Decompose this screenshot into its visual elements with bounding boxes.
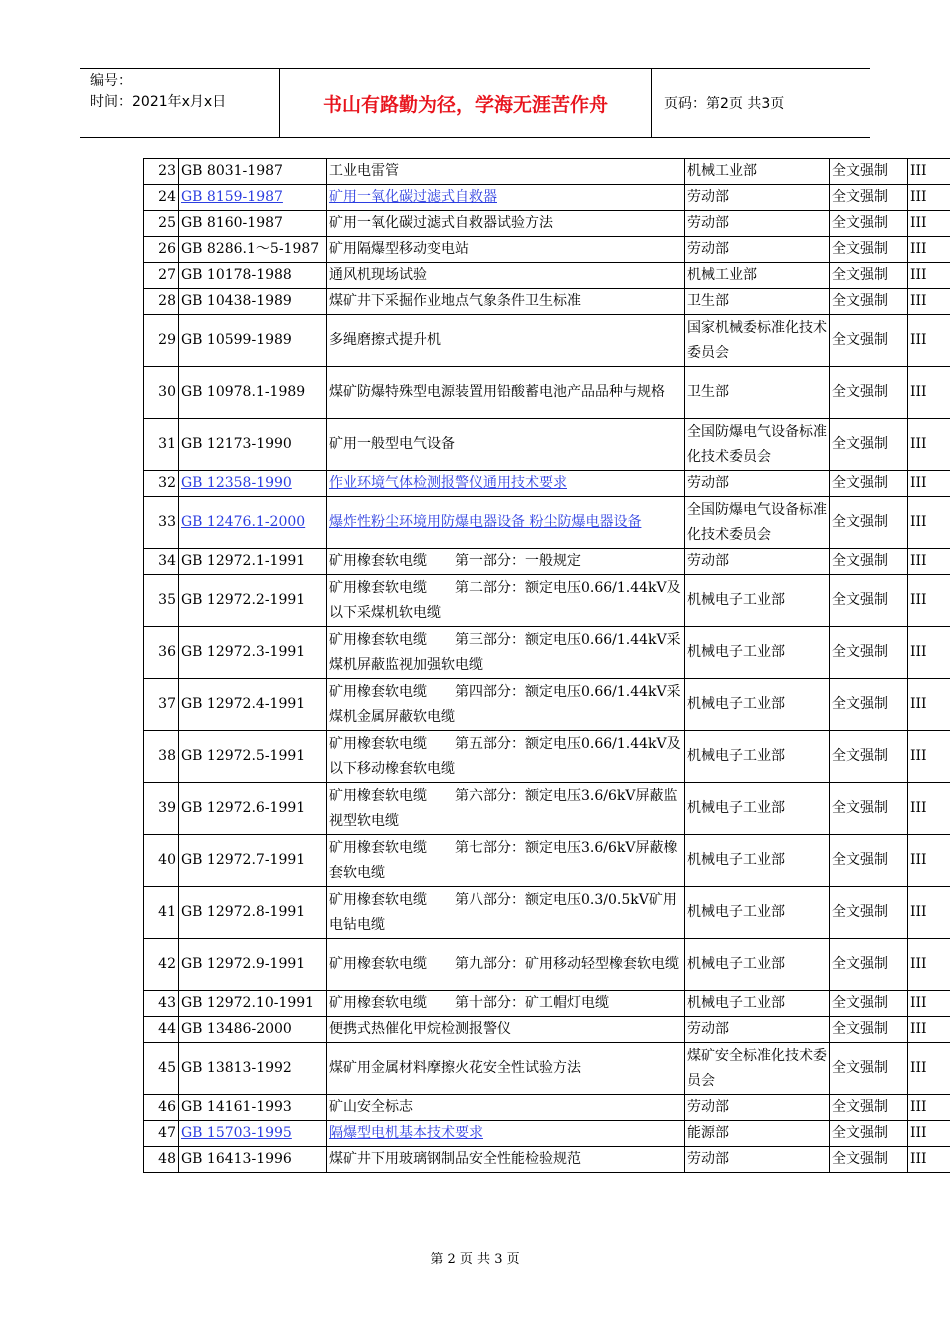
- standard-name-link[interactable]: 矿用一氧化碳过滤式自救器: [329, 189, 497, 205]
- table-row: [144, 315, 950, 367]
- standard-level: III: [908, 783, 950, 835]
- row-number: 37: [144, 679, 179, 731]
- table-row: [144, 497, 950, 549]
- table-row: [144, 731, 950, 783]
- standard-name: 矿用一氧化碳过滤式自救器试验方法: [327, 211, 685, 237]
- header-page-number: 页码：第2页 共3页: [664, 96, 785, 112]
- row-number: 38: [144, 731, 179, 783]
- enforcement-type: 全文强制: [830, 939, 908, 991]
- standard-name: 煤矿井下用玻璃钢制品安全性能检验规范: [327, 1147, 685, 1173]
- row-number: 27: [144, 263, 179, 289]
- standard-name: 矿用橡套软电缆 第六部分：额定电压3.6/6kV屏蔽监视型软电缆: [327, 783, 685, 835]
- standard-name: [327, 471, 685, 497]
- standard-code: GB 8031-1987: [179, 159, 327, 185]
- standard-name-link[interactable]: 爆炸性粉尘环境用防爆电器设备 粉尘防爆电器设备: [329, 514, 642, 530]
- standard-name: 矿用橡套软电缆 第五部分：额定电压0.66/1.44kV及以下移动橡套软电缆: [327, 731, 685, 783]
- enforcement-type: 全文强制: [830, 419, 908, 471]
- table-row: [144, 627, 950, 679]
- enforcement-type: 全文强制: [830, 367, 908, 419]
- standard-level: III: [908, 471, 950, 497]
- standards-table-body: [144, 159, 950, 1173]
- row-number: 28: [144, 289, 179, 315]
- row-number: 30: [144, 367, 179, 419]
- row-number: 39: [144, 783, 179, 835]
- issuing-department: 机械电子工业部: [685, 679, 830, 731]
- standard-level: III: [908, 575, 950, 627]
- enforcement-type: 全文强制: [830, 1017, 908, 1043]
- issuing-department: 机械工业部: [685, 159, 830, 185]
- standard-name: [327, 497, 685, 549]
- standard-name: 煤矿防爆特殊型电源装置用铅酸蓄电池产品品种与规格: [327, 367, 685, 419]
- standard-code: GB 12972.4-1991: [179, 679, 327, 731]
- standard-name: [327, 1121, 685, 1147]
- table-row: [144, 1043, 950, 1095]
- standard-level: III: [908, 939, 950, 991]
- standard-code: GB 12972.3-1991: [179, 627, 327, 679]
- standard-name: 矿用隔爆型移动变电站: [327, 237, 685, 263]
- row-number: 31: [144, 419, 179, 471]
- standard-level: III: [908, 731, 950, 783]
- standard-name: 矿用橡套软电缆 第一部分：一般规定: [327, 549, 685, 575]
- row-number: 26: [144, 237, 179, 263]
- issuing-department: 劳动部: [685, 185, 830, 211]
- standard-code: GB 8160-1987: [179, 211, 327, 237]
- standard-code-link[interactable]: GB 12476.1-2000: [181, 514, 306, 530]
- header-slogan: 书山有路勤为径，学海无涯苦作舟: [280, 69, 652, 137]
- standard-code-link[interactable]: GB 15703-1995: [181, 1125, 292, 1141]
- issuing-department: 机械电子工业部: [685, 783, 830, 835]
- enforcement-type: 全文强制: [830, 991, 908, 1017]
- enforcement-type: 全文强制: [830, 835, 908, 887]
- standard-name: 矿用橡套软电缆 第九部分：矿用移动轻型橡套软电缆: [327, 939, 685, 991]
- table-row: [144, 991, 950, 1017]
- standard-level: III: [908, 991, 950, 1017]
- standard-code: GB 12972.10-1991: [179, 991, 327, 1017]
- table-row: [144, 237, 950, 263]
- standard-code: GB 16413-1996: [179, 1147, 327, 1173]
- row-number: 46: [144, 1095, 179, 1121]
- table-row: [144, 367, 950, 419]
- standard-name: 矿用橡套软电缆 第二部分：额定电压0.66/1.44kV及以下采煤机软电缆: [327, 575, 685, 627]
- issuing-department: 全国防爆电气设备标准化技术委员会: [685, 497, 830, 549]
- enforcement-type: 全文强制: [830, 1121, 908, 1147]
- standard-name: 矿用橡套软电缆 第三部分：额定电压0.66/1.44kV采煤机屏蔽监视加强软电缆: [327, 627, 685, 679]
- standard-name: 煤矿用金属材料摩擦火花安全性试验方法: [327, 1043, 685, 1095]
- issuing-department: 机械电子工业部: [685, 627, 830, 679]
- enforcement-type: 全文强制: [830, 263, 908, 289]
- enforcement-type: 全文强制: [830, 731, 908, 783]
- table-row: [144, 887, 950, 939]
- standard-level: III: [908, 1043, 950, 1095]
- issuing-department: 机械电子工业部: [685, 887, 830, 939]
- standard-code: GB 12972.2-1991: [179, 575, 327, 627]
- row-number: 34: [144, 549, 179, 575]
- standard-code: GB 10599-1989: [179, 315, 327, 367]
- table-row: [144, 575, 950, 627]
- standard-name: 煤矿井下采掘作业地点气象条件卫生标准: [327, 289, 685, 315]
- row-number: 24: [144, 185, 179, 211]
- row-number: 43: [144, 991, 179, 1017]
- standard-name: 矿用橡套软电缆 第八部分：额定电压0.3/0.5kV矿用电钻电缆: [327, 887, 685, 939]
- enforcement-type: 全文强制: [830, 185, 908, 211]
- standard-name: 工业电雷管: [327, 159, 685, 185]
- issuing-department: 煤矿安全标准化技术委员会: [685, 1043, 830, 1095]
- standard-level: III: [908, 367, 950, 419]
- enforcement-type: 全文强制: [830, 887, 908, 939]
- table-row: [144, 1121, 950, 1147]
- issuing-department: 全国防爆电气设备标准化技术委员会: [685, 419, 830, 471]
- enforcement-type: 全文强制: [830, 289, 908, 315]
- row-number: 29: [144, 315, 179, 367]
- standard-level: III: [908, 627, 950, 679]
- enforcement-type: 全文强制: [830, 1095, 908, 1121]
- enforcement-type: 全文强制: [830, 575, 908, 627]
- issuing-department: 劳动部: [685, 1147, 830, 1173]
- standard-name: 多绳磨擦式提升机: [327, 315, 685, 367]
- standard-code: GB 13486-2000: [179, 1017, 327, 1043]
- standard-level: III: [908, 211, 950, 237]
- issuing-department: 机械电子工业部: [685, 575, 830, 627]
- standard-code: GB 10438-1989: [179, 289, 327, 315]
- standard-name: 矿用橡套软电缆 第十部分：矿工帽灯电缆: [327, 991, 685, 1017]
- enforcement-type: 全文强制: [830, 211, 908, 237]
- standard-level: III: [908, 315, 950, 367]
- standard-level: III: [908, 159, 950, 185]
- standard-level: III: [908, 185, 950, 211]
- issuing-department: 劳动部: [685, 237, 830, 263]
- issuing-department: 机械电子工业部: [685, 835, 830, 887]
- standard-level: III: [908, 1121, 950, 1147]
- enforcement-type: 全文强制: [830, 783, 908, 835]
- issuing-department: 劳动部: [685, 1017, 830, 1043]
- standard-code: GB 12972.6-1991: [179, 783, 327, 835]
- row-number: 40: [144, 835, 179, 887]
- standard-name: 通风机现场试验: [327, 263, 685, 289]
- table-row: [144, 211, 950, 237]
- row-number: 23: [144, 159, 179, 185]
- standard-code: [179, 471, 327, 497]
- table-row: [144, 185, 950, 211]
- doc-number-label: 编号：: [90, 73, 132, 89]
- standard-level: III: [908, 887, 950, 939]
- row-number: 36: [144, 627, 179, 679]
- standard-level: III: [908, 419, 950, 471]
- issuing-department: 劳动部: [685, 211, 830, 237]
- issuing-department: 国家机械委标准化技术委员会: [685, 315, 830, 367]
- enforcement-type: 全文强制: [830, 627, 908, 679]
- standard-code: [179, 1121, 327, 1147]
- row-number: 33: [144, 497, 179, 549]
- standard-code: GB 8286.1～5-1987: [179, 237, 327, 263]
- issuing-department: 机械电子工业部: [685, 991, 830, 1017]
- table-row: [144, 289, 950, 315]
- enforcement-type: 全文强制: [830, 471, 908, 497]
- standard-level: III: [908, 549, 950, 575]
- standard-code-link[interactable]: GB 12358-1990: [181, 475, 292, 491]
- issuing-department: 劳动部: [685, 1095, 830, 1121]
- standard-name: 矿用一般型电气设备: [327, 419, 685, 471]
- standard-name-link[interactable]: 隔爆型电机基本技术要求: [329, 1125, 483, 1141]
- table-row: [144, 1095, 950, 1121]
- standard-level: III: [908, 497, 950, 549]
- standard-code: GB 10978.1-1989: [179, 367, 327, 419]
- standard-code: GB 12972.1-1991: [179, 549, 327, 575]
- header-meta: [80, 69, 280, 137]
- row-number: 41: [144, 887, 179, 939]
- issuing-department: 劳动部: [685, 549, 830, 575]
- issuing-department: 机械工业部: [685, 263, 830, 289]
- row-number: 48: [144, 1147, 179, 1173]
- row-number: 35: [144, 575, 179, 627]
- standard-code: GB 12972.7-1991: [179, 835, 327, 887]
- standard-name: 矿山安全标志: [327, 1095, 685, 1121]
- page-header: [80, 68, 870, 138]
- standard-level: III: [908, 1147, 950, 1173]
- enforcement-type: 全文强制: [830, 497, 908, 549]
- table-row: [144, 835, 950, 887]
- standard-level: III: [908, 289, 950, 315]
- row-number: 47: [144, 1121, 179, 1147]
- standard-name-link[interactable]: 作业环境气体检测报警仪通用技术要求: [329, 475, 567, 491]
- standard-code: GB 12972.8-1991: [179, 887, 327, 939]
- issuing-department: 卫生部: [685, 367, 830, 419]
- table-row: [144, 783, 950, 835]
- enforcement-type: 全文强制: [830, 237, 908, 263]
- enforcement-type: 全文强制: [830, 159, 908, 185]
- issuing-department: 卫生部: [685, 289, 830, 315]
- issuing-department: 机械电子工业部: [685, 731, 830, 783]
- enforcement-type: 全文强制: [830, 1043, 908, 1095]
- standards-table: [143, 158, 950, 1173]
- table-row: [144, 419, 950, 471]
- standard-code: [179, 497, 327, 549]
- table-row: [144, 471, 950, 497]
- standard-name: 便携式热催化甲烷检测报警仪: [327, 1017, 685, 1043]
- standard-name: 矿用橡套软电缆 第四部分：额定电压0.66/1.44kV采煤机金属屏蔽软电缆: [327, 679, 685, 731]
- standard-code: GB 13813-1992: [179, 1043, 327, 1095]
- row-number: 42: [144, 939, 179, 991]
- issuing-department: 劳动部: [685, 471, 830, 497]
- row-number: 25: [144, 211, 179, 237]
- row-number: 44: [144, 1017, 179, 1043]
- enforcement-type: 全文强制: [830, 1147, 908, 1173]
- table-row: [144, 1147, 950, 1173]
- table-row: [144, 159, 950, 185]
- standard-level: III: [908, 263, 950, 289]
- standard-code: GB 14161-1993: [179, 1095, 327, 1121]
- page-footer: 第 2 页 共 3 页: [430, 1252, 520, 1267]
- issuing-department: 能源部: [685, 1121, 830, 1147]
- standard-code: GB 12173-1990: [179, 419, 327, 471]
- doc-time-label: 时间：2021年x月x日: [90, 94, 227, 110]
- table-row: [144, 1017, 950, 1043]
- row-number: 45: [144, 1043, 179, 1095]
- table-row: [144, 263, 950, 289]
- enforcement-type: 全文强制: [830, 315, 908, 367]
- standard-level: III: [908, 835, 950, 887]
- standard-code: GB 10178-1988: [179, 263, 327, 289]
- standard-level: III: [908, 679, 950, 731]
- table-row: [144, 679, 950, 731]
- issuing-department: 机械电子工业部: [685, 939, 830, 991]
- standard-level: III: [908, 237, 950, 263]
- standard-name: 矿用橡套软电缆 第七部分：额定电压3.6/6kV屏蔽橡套软电缆: [327, 835, 685, 887]
- table-row: [144, 939, 950, 991]
- enforcement-type: 全文强制: [830, 549, 908, 575]
- standard-name: [327, 185, 685, 211]
- standard-code-link[interactable]: GB 8159-1987: [181, 189, 283, 205]
- standard-level: III: [908, 1095, 950, 1121]
- standard-code: GB 12972.5-1991: [179, 731, 327, 783]
- standard-level: III: [908, 1017, 950, 1043]
- table-row: [144, 549, 950, 575]
- standard-code: GB 12972.9-1991: [179, 939, 327, 991]
- row-number: 32: [144, 471, 179, 497]
- enforcement-type: 全文强制: [830, 679, 908, 731]
- standard-code: [179, 185, 327, 211]
